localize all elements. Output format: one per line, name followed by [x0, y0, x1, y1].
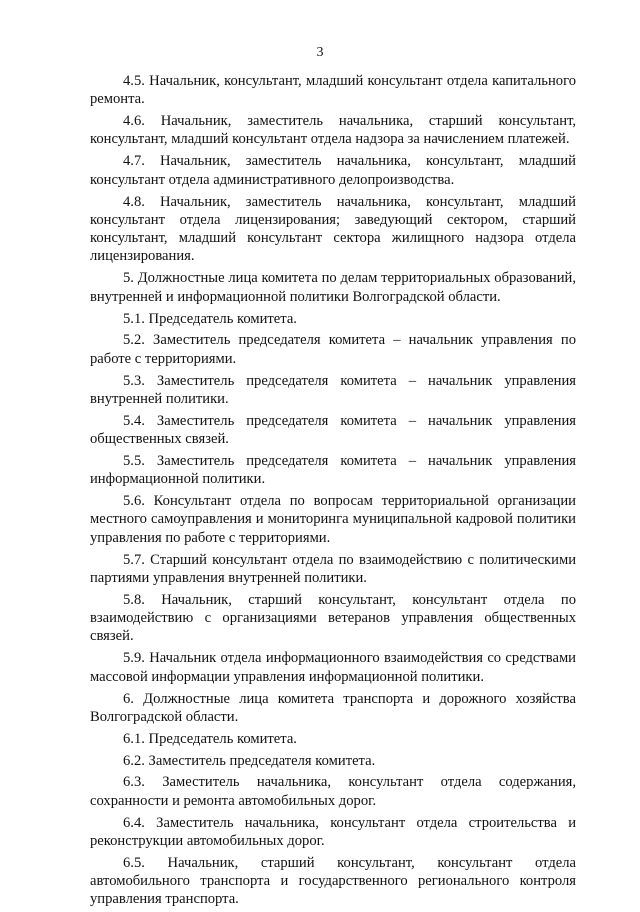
paragraph-4-7: 4.7. Начальник, заместитель начальника, консультант, младший консультант отдела административного делопроизводства. [90, 153, 576, 188]
paragraph-5-3: 5.3. Заместитель председателя комитета – начальник управления внутренней политики. [90, 372, 576, 407]
paragraph-6-5: 6.5. Начальник, старший консультант, консультант отдела автомобильного транспорта и государственного регионального контроля управления транспорта. [90, 854, 576, 908]
paragraph-6: 6. Должностные лица комитета транспорта и дорожного хозяйства Волгоградской области. [90, 690, 576, 725]
paragraph-5-2: 5.2. Заместитель председателя комитета – начальник управления по работе с территориями. [90, 332, 576, 367]
paragraph-5-6: 5.6. Консультант отдела по вопросам территориальной организации местного самоуправления и мониторинга муниципальной кадровой политики управления по работе с территориями. [90, 493, 576, 546]
paragraph-5-7: 5.7. Старший консультант отдела по взаимодействию с политическими партиями управления внутренней политики. [90, 551, 576, 586]
paragraph-4-6: 4.6. Начальник, заместитель начальника, старший консультант, консультант, младший консультант отдела надзора за начислением платежей. [90, 113, 576, 148]
paragraph-6-1: 6.1. Председатель комитета. [123, 730, 297, 747]
paragraph-6-3: 6.3. Заместитель начальника, консультант отдела содержания, сохранности и ремонта автомобильных дорог. [90, 774, 576, 809]
paragraph-5-8: 5.8. Начальник, старший консультант, консультант отдела по взаимодействию с организациями ветеранов управления общественных связей. [90, 591, 576, 645]
paragraph-5-9: 5.9. Начальник отдела информационного взаимодействия со средствами массовой информации управления информационной политики. [90, 650, 576, 685]
document-body [90, 72, 576, 912]
page-number: 3 [316, 45, 324, 60]
paragraph-5: 5. Должностные лица комитета по делам территориальных образований, внутренней и информационной политики Волгоградской области. [90, 270, 576, 305]
paragraph-6-4: 6.4. Заместитель начальника, консультант отдела строительства и реконструкции автомобильных дорог. [90, 814, 576, 849]
paragraph-4-5: 4.5. Начальник, консультант, младший консультант отдела капитального ремонта. [90, 73, 576, 108]
paragraph-5-1: 5.1. Председатель комитета. [123, 310, 297, 327]
paragraph-6-2: 6.2. Заместитель председателя комитета. [123, 752, 376, 769]
paragraph-4-8: 4.8. Начальник, заместитель начальника, консультант, младший консультант отдела лицензирования; заведующий сектором, старший консультант, младший консультант сектора жилищного надзора отдела лицензирования. [90, 193, 576, 265]
paragraph-5-5: 5.5. Заместитель председателя комитета – начальник управления информационной политики. [90, 452, 576, 488]
paragraph-5-4: 5.4. Заместитель председателя комитета – начальник управления общественных связей. [90, 412, 576, 448]
